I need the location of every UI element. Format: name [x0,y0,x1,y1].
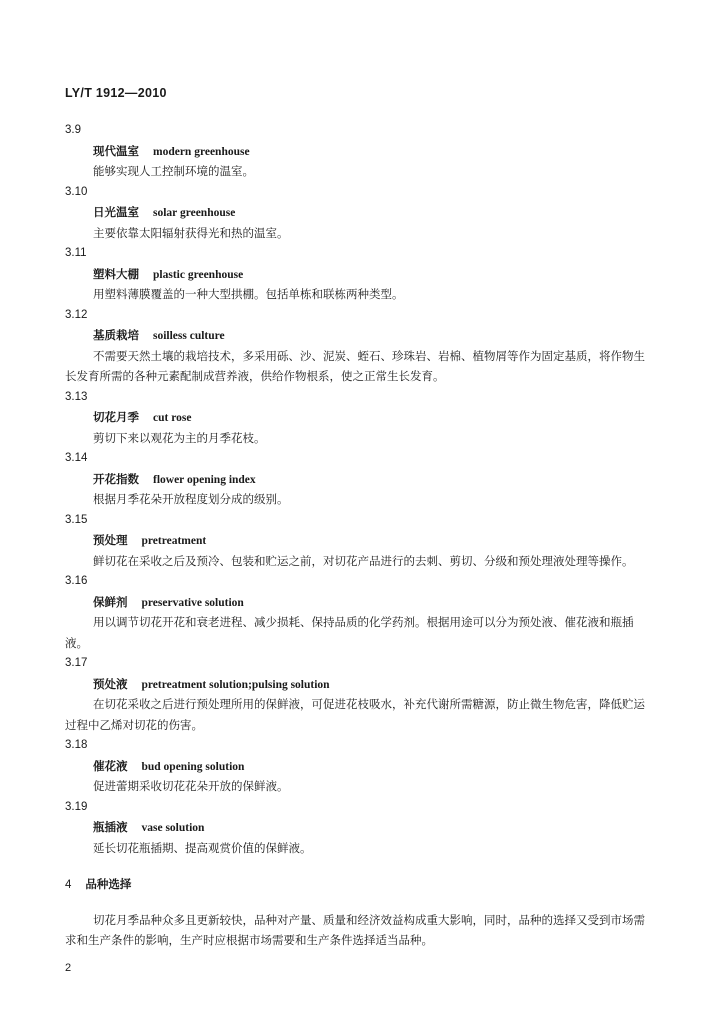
term-heading [93,407,645,428]
term-chinese: 预处液 [93,676,128,691]
term-english: plastic greenhouse [153,268,244,281]
clause-number: 3.17 [65,657,88,669]
term-heading [93,530,645,551]
term-chinese: 开花指数 [93,471,139,486]
term-definition: 鲜切花在采收之后及预冷、包装和贮运之前，对切花产品进行的去刺、剪切、分级和预处理液处理等操作。 [93,553,634,568]
clause-number: 3.9 [65,124,81,136]
term-definition: 主要依靠太阳辐射获得光和热的温室。 [93,225,289,240]
term-english: preservative solution [141,596,244,609]
term-english: pretreatment solution;pulsing solution [141,678,330,691]
clause-number: 3.18 [65,739,88,751]
clause-number: 3.15 [65,513,88,526]
section-4-title [65,874,645,896]
clause-number: 3.19 [65,800,88,813]
clause-number: 3.16 [65,575,88,587]
clause-number: 3.13 [65,390,88,403]
term-chinese: 塑料大棚 [93,266,139,281]
term-chinese: 切花月季 [93,410,139,424]
term-heading [93,817,645,838]
section-number: 4 [65,879,72,891]
term-entry [65,387,645,449]
term-chinese: 保鲜剂 [93,594,128,609]
clause-number: 3.14 [65,452,88,464]
term-definition: 在切花采收之后进行预处理所用的保鲜液，可促进花枝吸水，补充代谢所需糖源，防止微生物危害，降低贮运过程中乙烯对切花的伤害。 [65,697,645,732]
term-english: modern greenhouse [153,145,250,158]
term-chinese: 基质栽培 [93,328,139,342]
term-chinese: 预处理 [93,533,128,547]
term-entry [65,243,645,305]
term-heading [93,469,645,490]
term-chinese: 日光温室 [93,205,139,219]
term-heading [93,756,645,777]
clause-number: 3.10 [65,185,88,198]
term-english: pretreatment [141,535,207,547]
clause-number: 3.11 [65,247,87,259]
term-definition: 能够实现人工控制环境的温室。 [93,164,254,178]
term-entries [65,120,645,858]
term-definition: 用塑料薄膜覆盖的一种大型拱棚。包括单栋和联栋两种类型。 [93,287,404,301]
term-definition: 不需要天然土壤的栽培技术，多采用砾、沙、泥炭、蛭石、珍珠岩、岩棉、植物屑等作为固定基质，将作物生长发育所需的各种元素配制成营养液，供给作物根系，使之正常生长发育。 [65,348,645,383]
term-heading [93,141,645,162]
term-entry [65,305,645,387]
term-english: vase solution [141,822,205,834]
term-entry [65,182,645,244]
term-heading [93,325,645,346]
term-english: solar greenhouse [153,207,236,219]
term-definition: 剪切下来以观花为主的月季花枝。 [93,430,266,445]
term-heading [93,264,645,285]
standard-code-header: LY/T 1912—2010 [65,86,167,100]
section-title-text: 品种选择 [85,877,132,891]
section-4-paragraph: 切花月季品种众多且更新较快，品种对产量、质量和经济效益构成重大影响，同时，品种的选择又受到市场需求和生产条件的影响，生产时应根据市场需要和生产条件选择适当品种。 [65,912,645,947]
clause-number: 3.12 [65,308,88,321]
term-entry [65,797,645,859]
term-entry [65,653,645,735]
term-english: soilless culture [153,330,225,342]
term-english: cut rose [153,412,192,424]
term-heading [93,592,645,613]
page-number: 2 [65,962,72,974]
term-entry [65,571,645,653]
term-chinese: 现代温室 [93,143,139,158]
term-definition: 用以调节切花开花和衰老进程、减少损耗、保持品质的化学药剂。根据用途可以分为预处液、催花液和瓶插液。 [65,615,634,650]
term-english: bud opening solution [141,760,245,773]
term-english: flower opening index [153,473,256,486]
term-chinese: 瓶插液 [93,820,128,834]
term-entry [65,120,645,182]
term-chinese: 催花液 [93,758,128,773]
term-definition: 促进蕾期采收切花花朵开放的保鲜液。 [93,779,289,793]
term-definition: 根据月季花朵开放程度划分成的级别。 [93,492,289,506]
term-definition: 延长切花瓶插期、提高观赏价值的保鲜液。 [93,840,312,855]
term-heading [93,202,645,223]
term-entry [65,448,645,510]
term-entry [65,735,645,797]
term-heading [93,674,645,695]
document-body [65,120,645,951]
term-entry [65,510,645,572]
